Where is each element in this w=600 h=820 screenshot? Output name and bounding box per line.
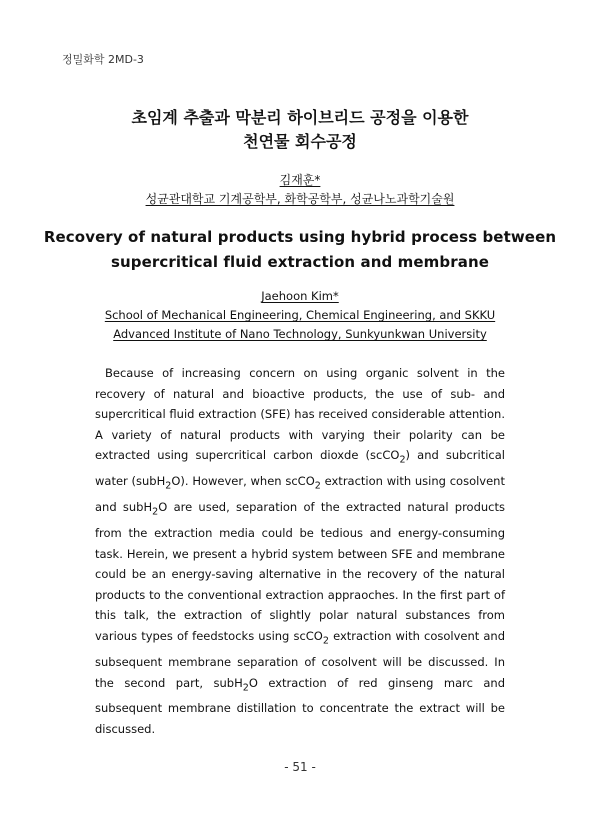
korean-affiliation: 성균관대학교 기계공학부, 화학공학부, 성균나노과학기술원 <box>145 192 455 206</box>
page-number: - 51 - <box>284 760 316 774</box>
korean-author: 김재훈* <box>279 173 321 187</box>
english-title-line2: supercritical fluid extraction and membrane <box>110 253 490 271</box>
abstract-text: ) and subcritical water (subH <box>95 448 505 489</box>
korean-title <box>0 106 600 154</box>
abstract-text: O). However, when scCO <box>171 474 315 489</box>
abstract-text: extraction with cosolvent and subsequent membrane separation of cosolvent will be discussed. In the second part, subH <box>95 629 505 690</box>
session-code: 정밀화학 2MD-3 <box>62 53 144 66</box>
english-affiliation-line2: Advanced Institute of Nano Technology, Sunkyunkwan University <box>113 327 487 341</box>
abstract-text: Because of increasing concern on using organic solvent in the recovery of natural and bioactive products, the use of sub- and supercritical fluid extraction (SFE) has received considerable attention. A variety of natural products with varying their polarity can be extracted using supercritical carbon dioxde (scCO <box>95 366 505 463</box>
abstract-paragraph <box>95 363 505 740</box>
abstract-text: O extraction of red ginseng marc and subsequent membrane distillation to concentrate the extract will be discussed. <box>95 675 506 736</box>
english-author-block <box>0 287 600 344</box>
subscript: 2 <box>322 635 329 647</box>
subscript: 2 <box>314 480 321 492</box>
abstract-text: extraction with using cosolvent and subH <box>95 474 505 515</box>
korean-author-block <box>0 171 600 209</box>
korean-title-line2: 천연물 회수공정 <box>243 132 357 151</box>
english-affiliation-line1: School of Mechanical Engineering, Chemical Engineering, and SKKU <box>104 308 496 322</box>
subscript: 2 <box>165 480 172 492</box>
subscript: 2 <box>152 506 159 518</box>
subscript: 2 <box>399 454 406 466</box>
korean-title-line1: 초임계 추출과 막분리 하이브리드 공정을 이용한 <box>131 108 469 127</box>
abstract-text: O are used, separation of the extracted natural products from the extraction media could be tedious and energy-consuming task. Herein, we present a hybrid system between SFE and membrane could be an energy-saving alternative in the recovery of the natural products to the conventional extraction appraoches. In the first part of this talk, the extraction of slightly polar natural substances from various types of feedstocks using scCO <box>95 500 505 644</box>
english-title <box>0 225 600 275</box>
subscript: 2 <box>242 681 249 693</box>
english-title-line1: Recovery of natural products using hybrid process between <box>43 228 557 246</box>
english-author: Jaehoon Kim* <box>261 289 339 303</box>
